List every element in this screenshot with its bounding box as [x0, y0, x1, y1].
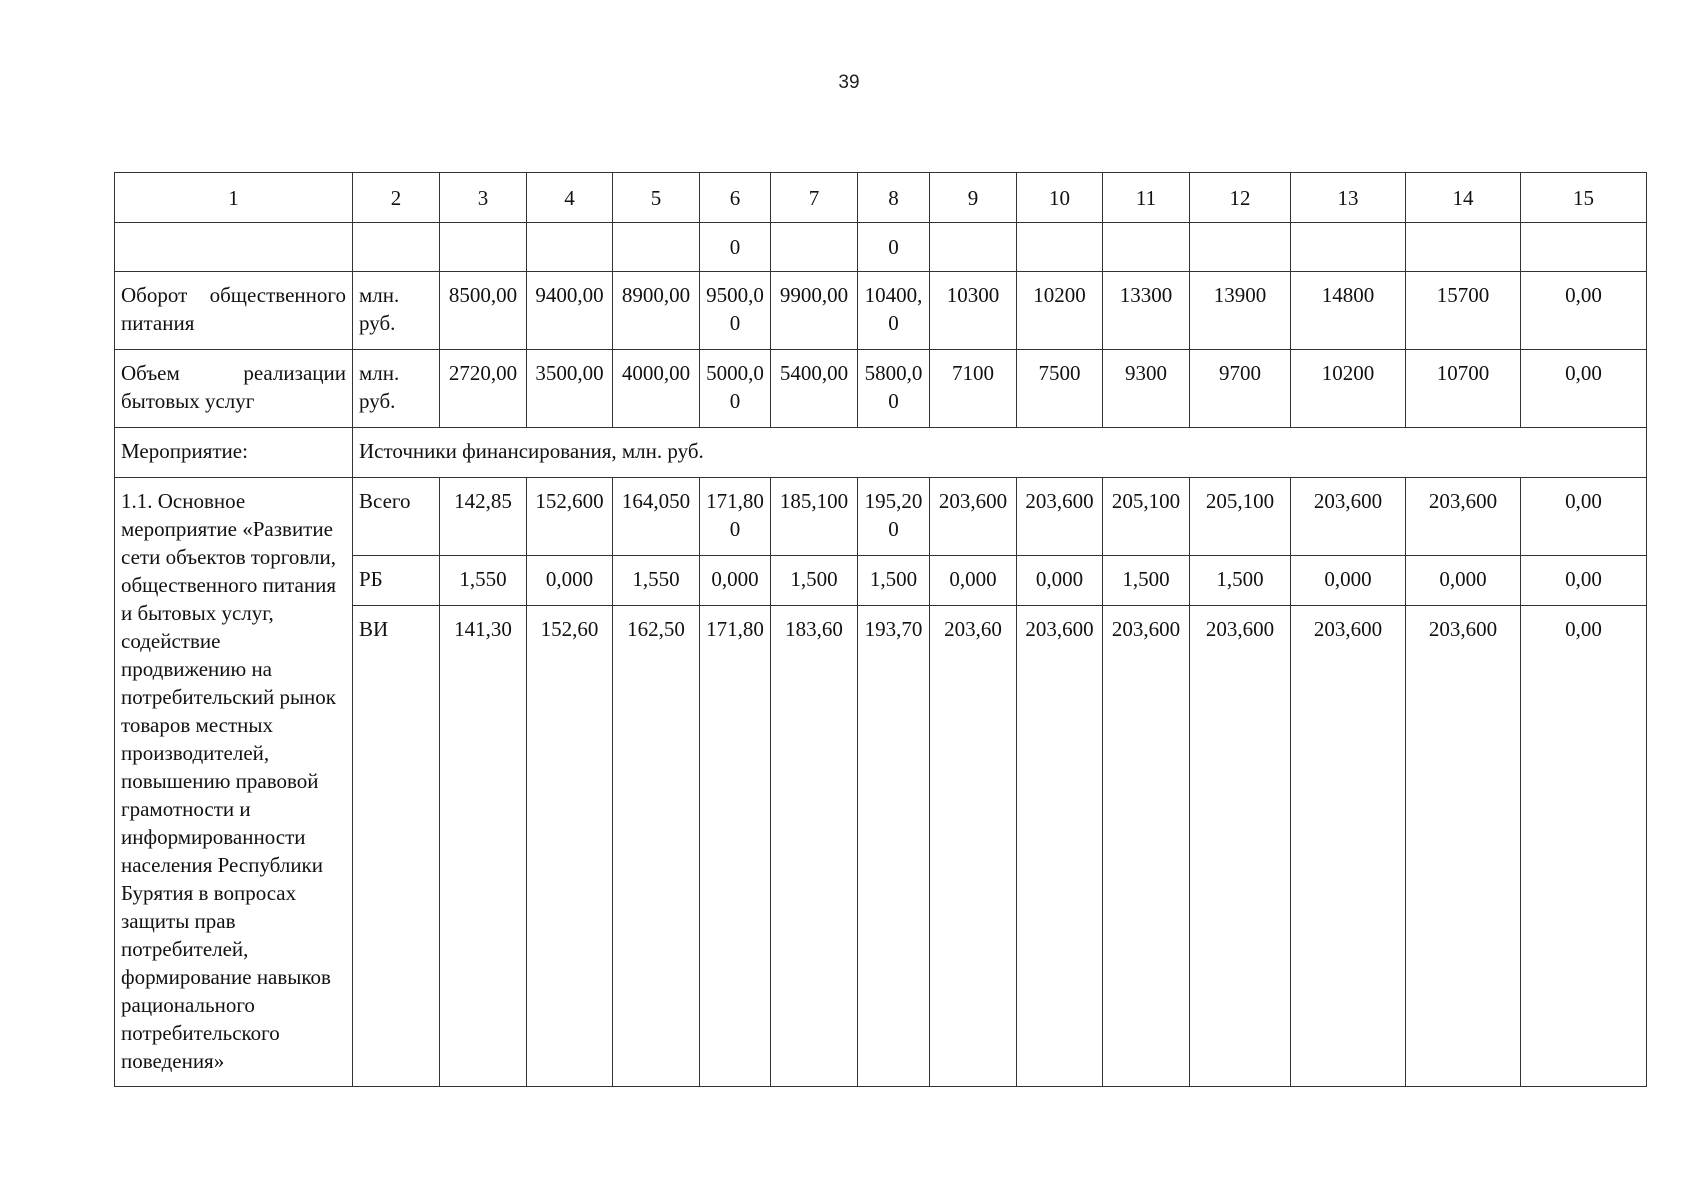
- value-cell: 2720,00: [440, 350, 527, 428]
- column-number: 9: [930, 173, 1017, 223]
- column-number: 4: [527, 173, 613, 223]
- value-cell: 152,600: [527, 478, 613, 556]
- value-cell: 1,500: [771, 556, 858, 606]
- value-cell: 205,100: [1190, 478, 1291, 556]
- table-cell: [771, 223, 858, 272]
- value-cell: 8900,00: [613, 272, 700, 350]
- source-label: Всего: [353, 478, 440, 556]
- column-number: 1: [115, 173, 353, 223]
- page-number: 39: [838, 72, 860, 93]
- source-label: ВИ: [353, 606, 440, 1087]
- value-cell: 1,550: [613, 556, 700, 606]
- section-label: Мероприятие:: [115, 428, 353, 478]
- column-number: 5: [613, 173, 700, 223]
- value-cell: 3500,00: [527, 350, 613, 428]
- indicator-row-catering: [115, 272, 1647, 350]
- value-cell: 9500,00: [700, 272, 771, 350]
- column-number: 6: [700, 173, 771, 223]
- value-cell: 10300: [930, 272, 1017, 350]
- funding-table: [114, 172, 1647, 1087]
- column-number: 13: [1291, 173, 1406, 223]
- value-cell: 1,500: [858, 556, 930, 606]
- table-cell: 0: [858, 223, 930, 272]
- value-cell: 0,00: [1521, 606, 1647, 1087]
- value-cell: 10200: [1017, 272, 1103, 350]
- column-number: 14: [1406, 173, 1521, 223]
- indicator-name: Объем реализации бытовых услуг: [115, 350, 353, 428]
- value-cell: 7100: [930, 350, 1017, 428]
- table-cell: [353, 223, 440, 272]
- value-cell: 203,600: [1406, 606, 1521, 1087]
- value-cell: 162,50: [613, 606, 700, 1087]
- value-cell: 203,600: [1017, 478, 1103, 556]
- table-cell: [1291, 223, 1406, 272]
- value-cell: 15700: [1406, 272, 1521, 350]
- column-number: 11: [1103, 173, 1190, 223]
- value-cell: 1,500: [1103, 556, 1190, 606]
- measure-name: 1.1. Основное мероприятие «Развитие сети объектов торговли, общественного питания и бытовых услуг, содействие продвижению на потребительский рынок товаров местных производителей, повышению правовой грамотности и информированности населения Республики Бурятия в вопросах защиты прав потребителей, формирование навыков рационального потребительского поведения»: [115, 478, 353, 1087]
- column-number-row: [115, 173, 1647, 223]
- table-cell: [1406, 223, 1521, 272]
- value-cell: 203,600: [1406, 478, 1521, 556]
- value-cell: 164,050: [613, 478, 700, 556]
- value-cell: 203,600: [1103, 606, 1190, 1087]
- value-cell: 0,00: [1521, 272, 1647, 350]
- column-number: 8: [858, 173, 930, 223]
- value-cell: 0,000: [1017, 556, 1103, 606]
- value-cell: 1,550: [440, 556, 527, 606]
- column-number: 7: [771, 173, 858, 223]
- value-cell: 5000,00: [700, 350, 771, 428]
- value-cell: 0,00: [1521, 350, 1647, 428]
- value-cell: 203,600: [1291, 606, 1406, 1087]
- value-cell: 205,100: [1103, 478, 1190, 556]
- value-cell: 10200: [1291, 350, 1406, 428]
- value-cell: 203,60: [930, 606, 1017, 1087]
- column-number: 15: [1521, 173, 1647, 223]
- value-cell: 203,600: [1017, 606, 1103, 1087]
- value-cell: 203,600: [1190, 606, 1291, 1087]
- value-cell: 193,70: [858, 606, 930, 1087]
- value-cell: 13300: [1103, 272, 1190, 350]
- value-cell: 203,600: [930, 478, 1017, 556]
- value-cell: 13900: [1190, 272, 1291, 350]
- value-cell: 5400,00: [771, 350, 858, 428]
- source-label: РБ: [353, 556, 440, 606]
- value-cell: 0,000: [700, 556, 771, 606]
- value-cell: 195,200: [858, 478, 930, 556]
- value-cell: 152,60: [527, 606, 613, 1087]
- table-cell: [440, 223, 527, 272]
- value-cell: 0,000: [527, 556, 613, 606]
- value-cell: 7500: [1017, 350, 1103, 428]
- section-row: [115, 428, 1647, 478]
- value-cell: 5800,00: [858, 350, 930, 428]
- value-cell: 0,00: [1521, 556, 1647, 606]
- value-cell: 14800: [1291, 272, 1406, 350]
- value-cell: 1,500: [1190, 556, 1291, 606]
- value-cell: 185,100: [771, 478, 858, 556]
- value-cell: 183,60: [771, 606, 858, 1087]
- table-cell: [1190, 223, 1291, 272]
- column-number: 10: [1017, 173, 1103, 223]
- source-row-total: [115, 478, 1647, 556]
- value-cell: 9300: [1103, 350, 1190, 428]
- value-cell: 10700: [1406, 350, 1521, 428]
- value-cell: 9900,00: [771, 272, 858, 350]
- value-cell: 0,00: [1521, 478, 1647, 556]
- column-number: 12: [1190, 173, 1291, 223]
- value-cell: 9400,00: [527, 272, 613, 350]
- value-cell: 171,800: [700, 478, 771, 556]
- column-number: 2: [353, 173, 440, 223]
- value-cell: 8500,00: [440, 272, 527, 350]
- value-cell: 203,600: [1291, 478, 1406, 556]
- value-cell: 9700: [1190, 350, 1291, 428]
- table-cell: [1017, 223, 1103, 272]
- value-cell: 0,000: [1291, 556, 1406, 606]
- value-cell: 0,000: [930, 556, 1017, 606]
- table-cell: [527, 223, 613, 272]
- table-cell: [115, 223, 353, 272]
- unit-cell: млн. руб.: [353, 272, 440, 350]
- unit-cell: млн. руб.: [353, 350, 440, 428]
- value-cell: 0,000: [1406, 556, 1521, 606]
- value-cell: 171,80: [700, 606, 771, 1087]
- table-cell: [1521, 223, 1647, 272]
- table-cell: [1103, 223, 1190, 272]
- value-cell: 141,30: [440, 606, 527, 1087]
- table-cell: 0: [700, 223, 771, 272]
- table-cell: [613, 223, 700, 272]
- column-number: 3: [440, 173, 527, 223]
- indicator-name: Оборот общественного питания: [115, 272, 353, 350]
- section-title: Источники финансирования, млн. руб.: [353, 428, 1647, 478]
- value-cell: 10400,0: [858, 272, 930, 350]
- indicator-row-household-services: [115, 350, 1647, 428]
- continuation-row: [115, 223, 1647, 272]
- value-cell: 4000,00: [613, 350, 700, 428]
- value-cell: 142,85: [440, 478, 527, 556]
- table-cell: [930, 223, 1017, 272]
